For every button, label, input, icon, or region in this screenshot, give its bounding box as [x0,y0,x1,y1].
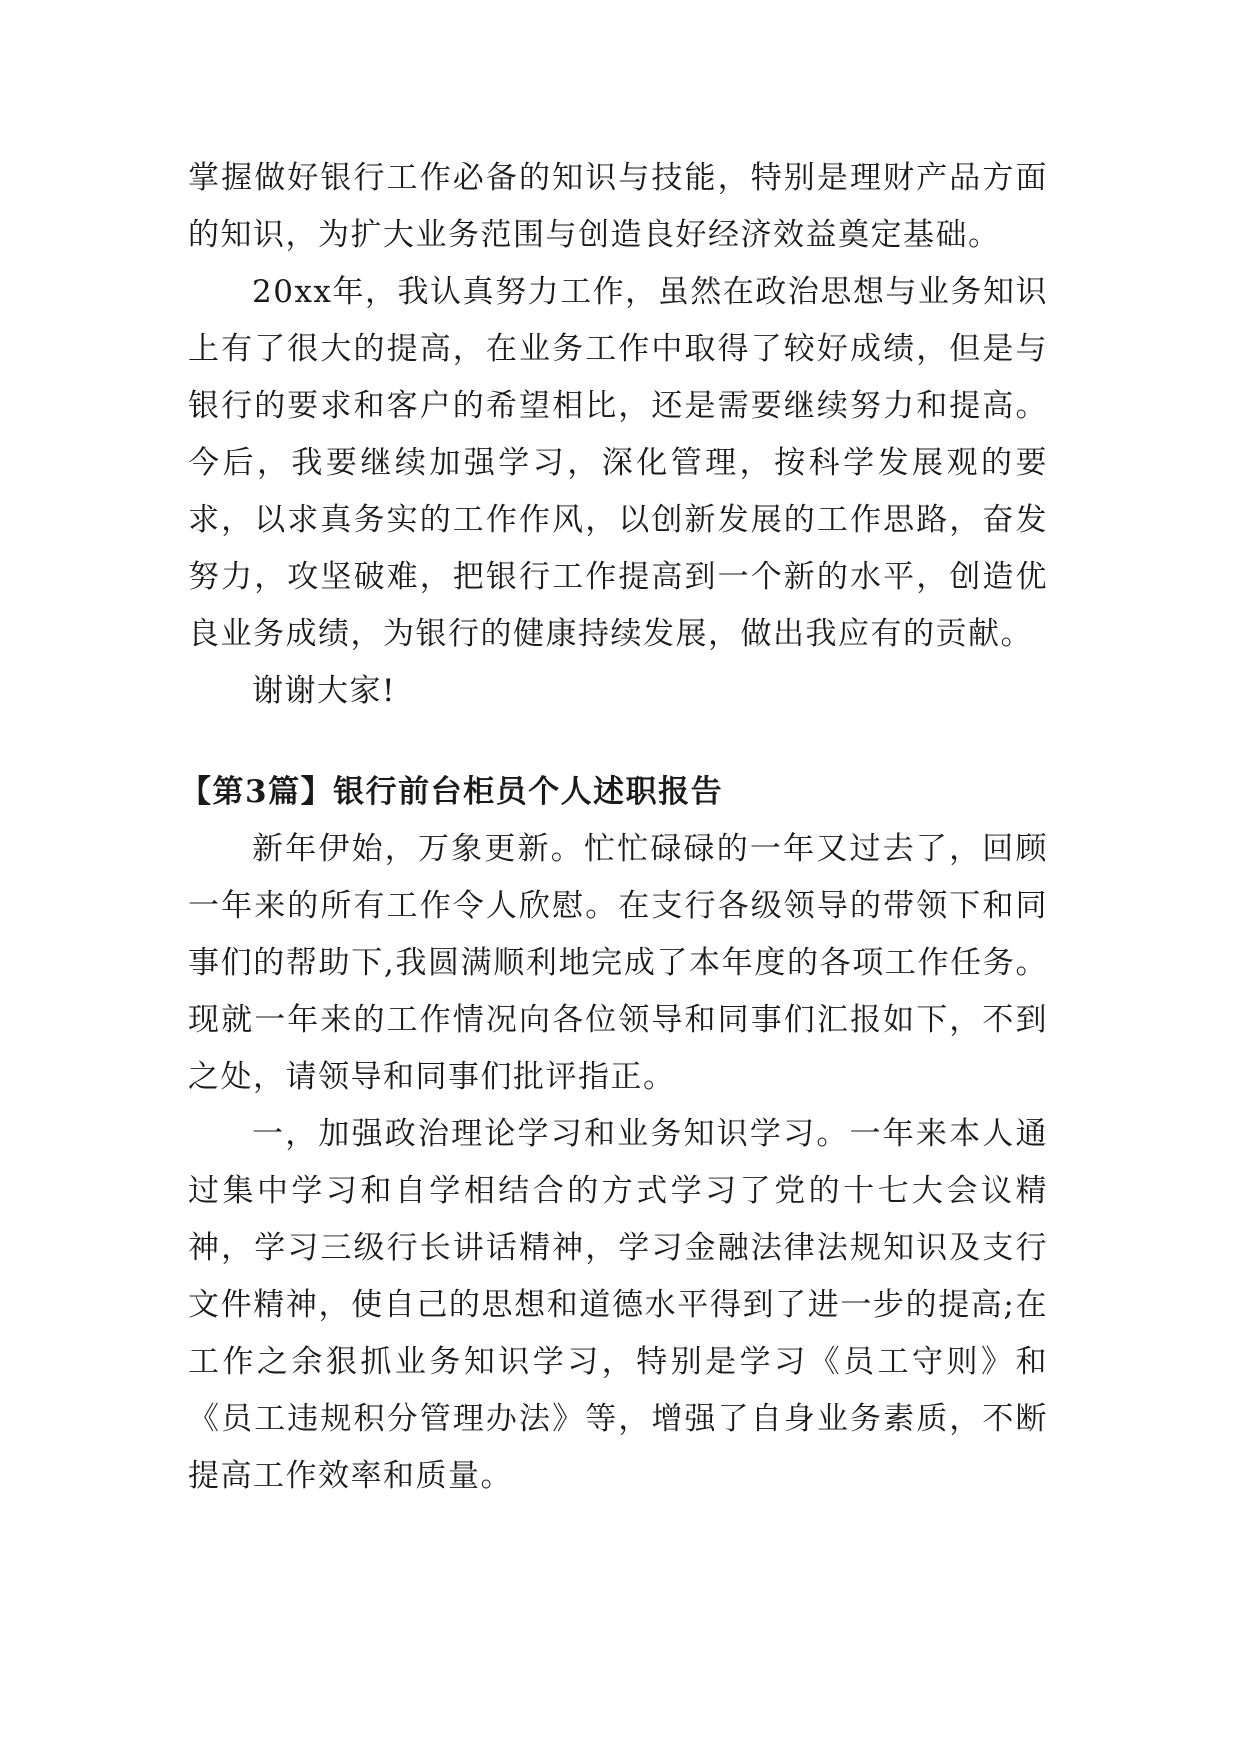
paragraph-point-one: 一，加强政治理论学习和业务知识学习。一年来本人通过集中学习和自学相结合的方式学习了党的十七大会议精神，学习三级行长讲话精神，学习金融法律法规知识及支行文件精神，使自己的思想和道德水平得到了进一步的提高;在工作之余狠抓业务知识学习，特别是学习《员工守则》和《员工违规积分管理办法》等，增强了自身业务素质，不断提高工作效率和质量。 [188,1116,1048,1494]
document-body [180,150,1048,1505]
paragraph-thanks: 谢谢大家! [252,673,396,709]
section-title: 【第3篇】银行前台柜员个人述职报告 [180,774,724,810]
paragraph-continuation: 掌握做好银行工作必备的知识与技能，特别是理财产品方面的知识，为扩大业务范围与创造良好经济效益奠定基础。 [188,160,1048,253]
paragraph-intro: 新年伊始，万象更新。忙忙碌碌的一年又过去了，回顾一年来的所有工作令人欣慰。在支行各级领导的带领下和同事们的帮助下,我圆满顺利地完成了本年度的各项工作任务。现就一年来的工作情况向各位领导和同事们汇报如下，不到之处，请领导和同事们批评指正。 [188,831,1048,1095]
paragraph-summary: 20xx年，我认真努力工作，虽然在政治思想与业务知识上有了很大的提高，在业务工作中取得了较好成绩，但是与银行的要求和客户的希望相比，还是需要继续努力和提高。今后，我要继续加强学习，深化管理，按科学发展观的要求，以求真务实的工作作风，以创新发展的工作思路，奋发努力，攻坚破难，把银行工作提高到一个新的水平，创造优良业务成绩，为银行的健康持续发展，做出我应有的贡献。 [188,274,1048,652]
